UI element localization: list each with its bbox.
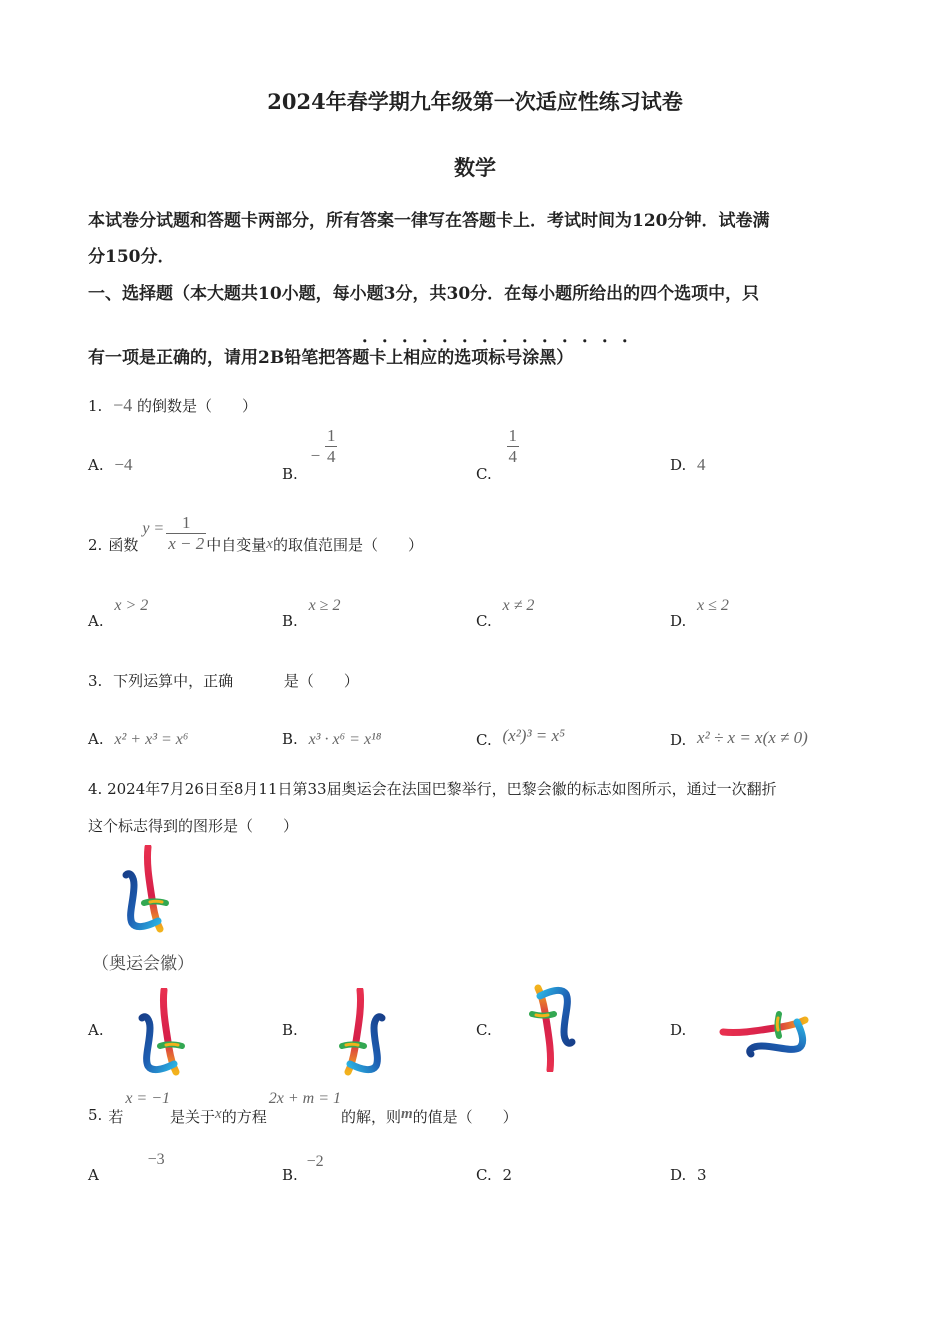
fraction-denominator: 4 xyxy=(508,447,517,466)
olympic-emblem-image xyxy=(120,845,180,935)
option-label: D. xyxy=(670,1166,687,1184)
q5-post-text-b: 的值是（ ） xyxy=(412,1108,518,1126)
page-title: 2024年春学期九年级第一次适应性练习试卷 xyxy=(267,89,683,114)
q2-option-c[interactable] xyxy=(476,596,535,630)
q5-post-text-a: 的解，则 xyxy=(340,1108,401,1126)
option-value: −3 xyxy=(147,1151,165,1168)
section-heading-line-2: 有一项是正确的，请用2B铅笔把答题卡上相应的选项标号涂黑） xyxy=(88,348,574,368)
fraction-denominator: 4 xyxy=(326,447,336,466)
q2-pre-text: 函数 xyxy=(108,536,139,554)
q3-option-d[interactable] xyxy=(670,728,808,748)
question-1 xyxy=(88,395,257,416)
q5-equation: 2x + m = 1 xyxy=(268,1090,341,1107)
option-value: x ≠ 2 xyxy=(502,597,535,614)
option-label: A. xyxy=(88,730,104,748)
q5-option-d[interactable] xyxy=(670,1166,707,1184)
q2-variable: x xyxy=(266,536,273,552)
option-value: x > 2 xyxy=(114,597,149,614)
question-4-line-1: 4. 2024年7月26日至8月11日第33届奥运会在法国巴黎举行，巴黎会徽的标志如图所示，通过一次翻折 xyxy=(88,780,777,798)
q5-pre-text: 若 xyxy=(108,1108,124,1126)
option-value: x² ÷ x = x(x ≠ 0) xyxy=(697,728,808,747)
q2-number: 2. xyxy=(88,535,103,554)
fraction-denominator: x − 2 xyxy=(168,534,205,553)
option-value: x³ · x⁶ = x¹⁸ xyxy=(308,731,382,748)
option-label: C. xyxy=(476,731,492,749)
option-label: A xyxy=(88,1166,99,1184)
q1-option-c[interactable] xyxy=(476,426,519,483)
q4-option-b-image[interactable] xyxy=(328,988,388,1078)
q1-option-a[interactable] xyxy=(88,455,132,475)
option-label: B. xyxy=(282,612,298,630)
option-fraction xyxy=(325,426,338,467)
q2-post-text: 的取值范围是（ ） xyxy=(272,536,423,554)
q1-option-d[interactable] xyxy=(670,455,706,475)
q2-option-d[interactable] xyxy=(670,596,729,630)
q5-condition: x = −1 xyxy=(125,1090,171,1107)
option-label: C. xyxy=(476,612,492,630)
q4-option-a-image[interactable] xyxy=(136,988,196,1078)
option-label: D. xyxy=(670,612,687,630)
option-fraction xyxy=(507,426,520,467)
option-label: D. xyxy=(670,456,687,474)
option-label: B. xyxy=(282,730,298,748)
q3-text-b: 是（ ） xyxy=(283,672,359,690)
fraction-numerator: 1 xyxy=(508,426,517,445)
option-value: 2 xyxy=(502,1166,513,1184)
q3-option-a[interactable] xyxy=(88,730,188,749)
subject-title: 数学 xyxy=(454,155,496,180)
q4-option-d-image[interactable] xyxy=(716,1000,816,1060)
q3-option-c[interactable] xyxy=(476,726,565,749)
q4-option-a-label: A. xyxy=(88,1021,104,1039)
option-value: x ≥ 2 xyxy=(308,597,341,614)
q3-text-a: 下列运算中，正确 xyxy=(113,672,234,690)
intro-line-2: 分150分． xyxy=(88,247,175,267)
option-label: B. xyxy=(282,1166,298,1184)
option-label: A. xyxy=(88,612,104,630)
question-5 xyxy=(88,1090,518,1127)
q2-mid-text: 中自变量 xyxy=(206,536,267,554)
q4-option-d-label: D. xyxy=(670,1021,687,1039)
q5-variable-m: m xyxy=(401,1106,413,1122)
q5-option-c[interactable] xyxy=(476,1166,512,1184)
option-label: C. xyxy=(476,464,492,483)
q2-option-b[interactable] xyxy=(282,596,341,630)
fraction-numerator: 1 xyxy=(326,426,336,445)
option-value: 3 xyxy=(697,1166,707,1184)
option-value: −2 xyxy=(306,1153,324,1170)
option-label: C. xyxy=(476,1166,492,1184)
intro-line-1: 本试卷分试题和答题卡两部分，所有答案一律写在答题卡上．考试时间为120分钟．试卷满 xyxy=(88,211,770,231)
fraction-numerator: 1 xyxy=(182,513,191,532)
option-value: (x²)³ = x⁵ xyxy=(502,726,565,745)
q5-variable-x: x xyxy=(215,1106,222,1122)
q4-option-b-label: B. xyxy=(282,1021,298,1039)
question-4-line-2: 这个标志得到的图形是（ ） xyxy=(88,817,299,835)
q5-option-b[interactable] xyxy=(282,1153,324,1185)
option-label: A. xyxy=(88,456,104,474)
q4-option-c-label: C. xyxy=(476,1021,492,1039)
emblem-caption: （奥运会徽） xyxy=(92,954,194,974)
q4-option-c-image[interactable] xyxy=(518,982,578,1072)
q3-number: 3. xyxy=(88,672,103,690)
section-heading-line-1: 一、选择题（本大题共10小题，每小题3分，共30分．在每小题所给出的四个选项中，只 xyxy=(88,284,760,304)
question-3 xyxy=(88,670,359,691)
q2-fraction xyxy=(166,513,206,554)
q1-text: 的倒数是（ ） xyxy=(137,397,258,415)
option-value: x ≤ 2 xyxy=(697,597,729,614)
q2-option-a[interactable] xyxy=(88,596,149,630)
option-sign: − xyxy=(310,445,321,465)
emphasis-dots: ．．．．．．．．．．．．．． xyxy=(362,326,651,347)
option-value: 4 xyxy=(697,455,706,474)
q5-number: 5. xyxy=(88,1106,103,1124)
q1-number: 1. xyxy=(88,397,103,415)
q5-mid-text-2: 的方程 xyxy=(221,1108,267,1126)
q1-option-b[interactable] xyxy=(282,426,337,483)
q5-mid-text: 是关于 xyxy=(170,1108,216,1126)
option-label: B. xyxy=(282,464,298,483)
question-2 xyxy=(88,512,423,555)
option-value: x² + x³ = x⁶ xyxy=(114,731,189,748)
q2-lhs: y = xyxy=(142,519,165,537)
q1-expression: −4 xyxy=(113,395,133,415)
option-label: D. xyxy=(670,731,687,749)
q3-option-b[interactable] xyxy=(282,730,381,749)
option-value: −4 xyxy=(114,455,133,474)
q5-option-a[interactable] xyxy=(88,1151,165,1185)
